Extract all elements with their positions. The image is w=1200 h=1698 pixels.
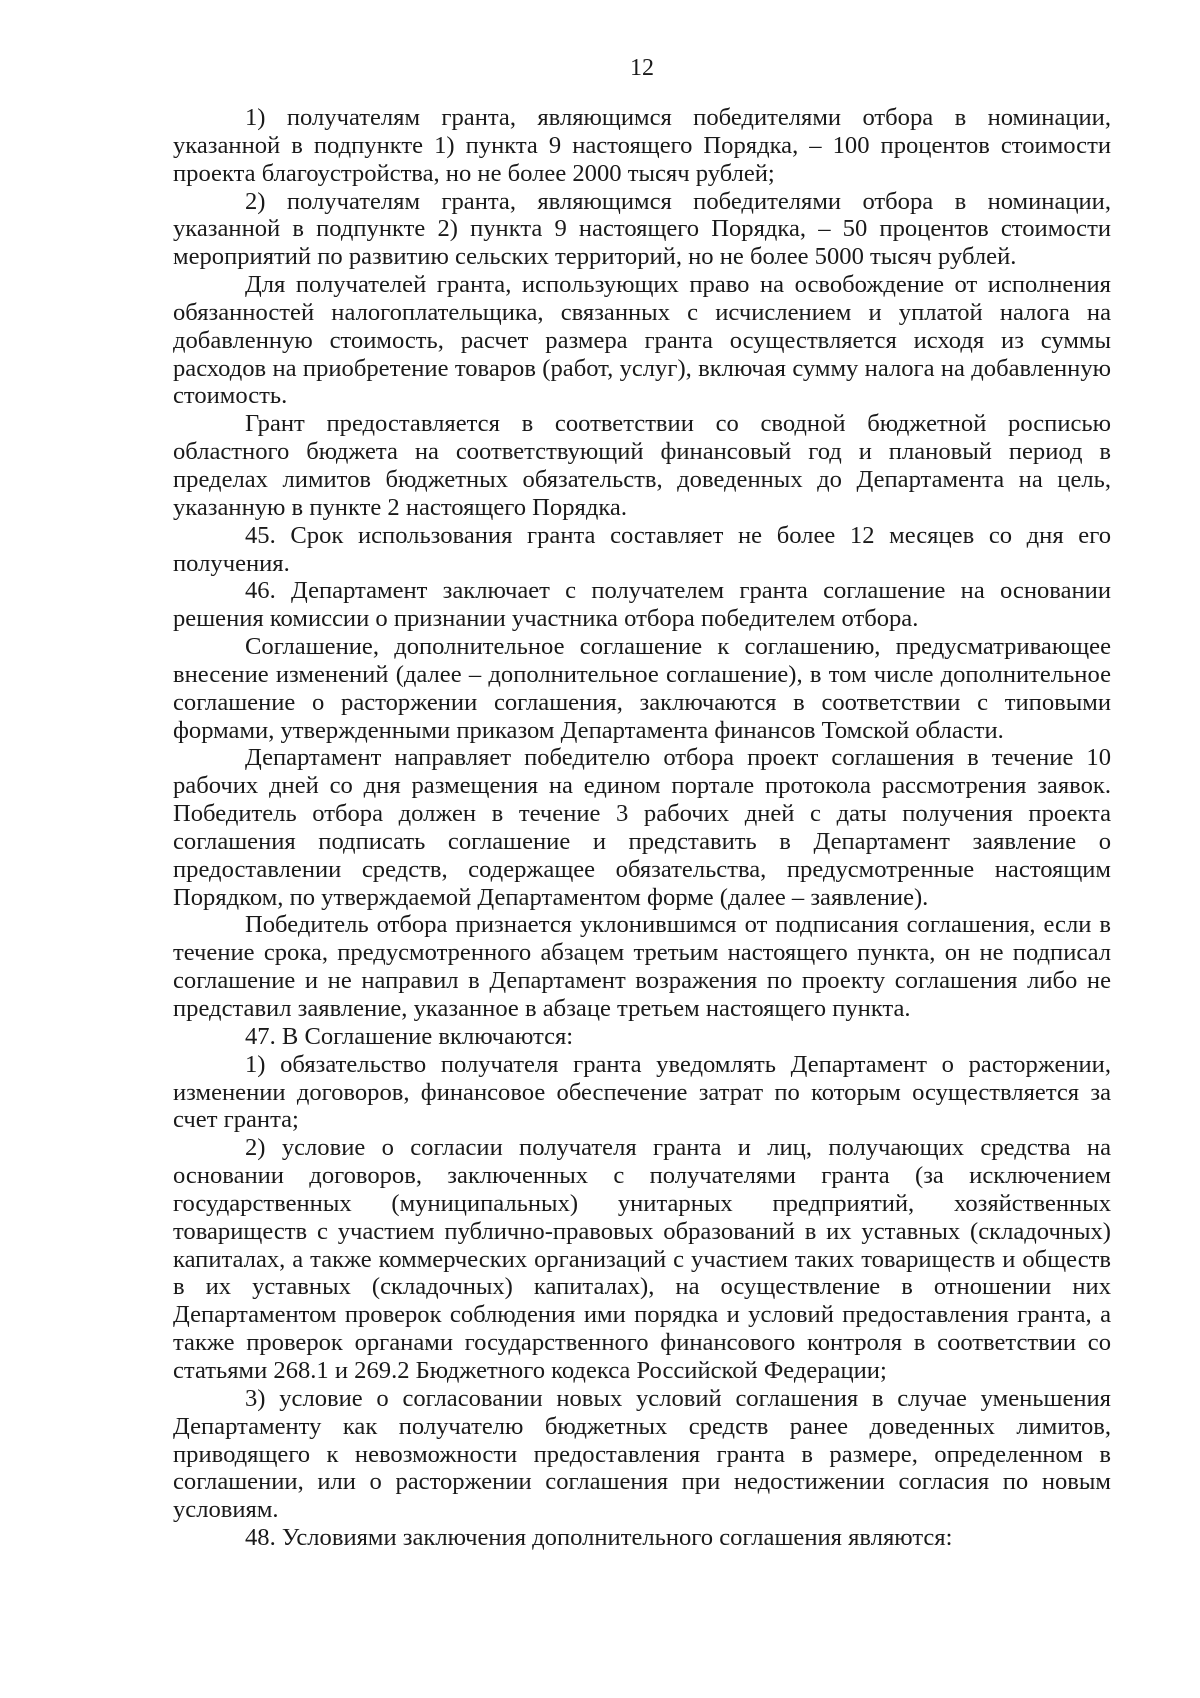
document-body (173, 104, 1111, 1552)
paragraph-47-item-2: 2) условие о согласии получателя гранта и лиц, получающих средства на основании договоров, заключенных с получателями гранта (за исключением государственных (муниципальных) унитарных предприятий, хозяйственных товариществ с участием публично-правовых образований в их уставных (складочных) капиталах, а также коммерческих организаций с участием таких товариществ и обществ в их уставных (складочных) капиталах), на осуществление в отношении них Департаментом проверок соблюдения ими порядка и условий предоставления гранта, а также проверок органами государственного финансового контроля в соответствии со статьями 268.1 и 269.2 Бюджетного кодекса Российской Федерации; (173, 1134, 1111, 1384)
page-number: 12 (630, 55, 654, 81)
paragraph-45: 45. Срок использования гранта составляет не более 12 месяцев со дня его получения. (173, 521, 1111, 577)
paragraph-47: 47. В Соглашение включаются: (245, 1022, 574, 1050)
paragraph-agreement-forms: Соглашение, дополнительное соглашение к соглашению, предусматривающее внесение изменений (далее – дополнительное соглашение), в том числе дополнительное соглашение о расторжении соглашения, заключаются в соответствии с типовыми формами, утвержденными приказом Департамента финансов Томской области. (173, 633, 1111, 744)
paragraph-47-item-3: 3) условие о согласовании новых условий соглашения в случае уменьшения Департаменту как получателю бюджетных средств ранее доведенных лимитов, приводящего к невозможности предоставления гранта в размере, определенном в соглашении, или о расторжении соглашения при недостижении согласия по новым условиям. (173, 1384, 1111, 1524)
paragraph-budget-allocation: Грант предоставляется в соответствии со сводной бюджетной росписью областного бюджета на соответствующий финансовый год и плановый период в пределах лимитов бюджетных обязательств, доведенных до Департамента на цель, указанную в пункте 2 настоящего Порядка. (173, 410, 1111, 521)
paragraph-evasion: Победитель отбора признается уклонившимся от подписания соглашения, если в течение срока, предусмотренного абзацем третьим настоящего пункта, он не подписал соглашение и не направил в Департамент возражения по проекту соглашения либо не представил заявление, указанное в абзаце третьем настоящего пункта. (173, 911, 1111, 1022)
paragraph-grant-nomination-1: 1) получателям гранта, являющимся победителями отбора в номинации, указанной в подпункте 1) пункта 9 настоящего Порядка, – 100 процентов стоимости проекта благоустройства, но не более 2000 тысяч рублей; (173, 104, 1111, 187)
paragraph-vat-exemption: Для получателей гранта, использующих право на освобождение от исполнения обязанностей налогоплательщика, связанных с исчислением и уплатой налога на добавленную стоимость, расчет размера гранта осуществляется исходя из суммы расходов на приобретение товаров (работ, услуг), включая сумму налога на добавленную стоимость. (173, 271, 1111, 410)
paragraph-47-item-1: 1) обязательство получателя гранта уведомлять Департамент о расторжении, изменении договоров, финансовое обеспечение затрат по которым осуществляется за счет гранта; (173, 1050, 1111, 1134)
paragraph-grant-nomination-2: 2) получателям гранта, являющимся победителями отбора в номинации, указанной в подпункте 2) пункта 9 настоящего Порядка, – 50 процентов стоимости мероприятий по развитию сельских территорий, но не более 5000 тысяч рублей. (173, 187, 1111, 271)
paragraph-48: 48. Условиями заключения дополнительного соглашения являются: (245, 1524, 953, 1552)
paragraph-agreement-draft: Департамент направляет победителю отбора проект соглашения в течение 10 рабочих дней со дня размещения на едином портале протокола рассмотрения заявок. Победитель отбора должен в течение 3 рабочих дней с даты получения проекта соглашения подписать соглашение и представить в Департамент заявление о предоставлении средств, содержащее обязательства, предусмотренные настоящим Порядком, по утверждаемой Департаментом форме (далее – заявление). (173, 744, 1111, 911)
paragraph-46: 46. Департамент заключает с получателем гранта соглашение на основании решения комиссии о признании участника отбора победителем отбора. (173, 577, 1111, 633)
